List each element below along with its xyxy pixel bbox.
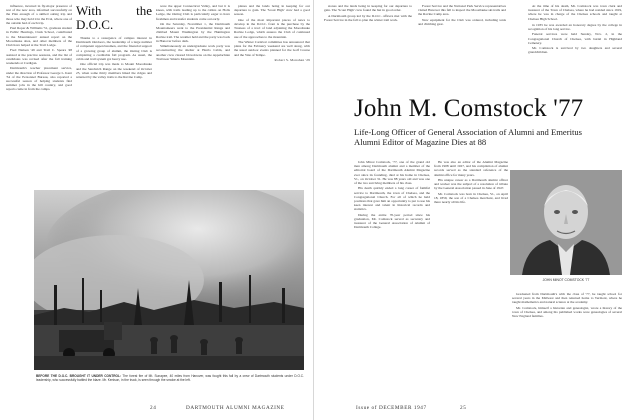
portrait-icon [510, 170, 622, 275]
paragraph: John Minot Comstock, '77, one of the grand old men among Dartmouth alumni and a member of the editorial board of the Dartmouth Alumni Magazine ever since its founding, died at his home in Chelsea, Vt., on October 31. He was 88 years old and was one of the two surviving members of his class. [354, 160, 430, 186]
paragraph: were the upper Connecticut Valley, and but it is knees, with trails leading up to the cabins on Holts Ledge, the Outing Club is particularly eager to have freshmen and transfer students come out early. [156, 4, 230, 21]
paragraph: His unique career as a Dartmouth alumni officer and worker was the subject of a resolution of tribute by the General Association passed in June of 1947. [434, 178, 508, 191]
paragraph: Forest Service and the National Park Service representatives visited Hanover this fall to inspect the Moosilauke ski trails and the Ravine Camp area. [418, 4, 506, 17]
article-column-1 [354, 160, 430, 400]
right-top-column-2 [418, 4, 506, 90]
article-column-3 [512, 292, 622, 400]
photo-caption-lead: BEFORE THE D.O.C. BROUGHT IT UNDER CONTROL: [36, 374, 122, 378]
paragraph: Graduated from Dartmouth's with the class of '77, he taught school for several years in the Midwest and then returned home to Vermont, where he taught mathematics and natural science at the academy. [512, 292, 622, 305]
right-top-column-1 [324, 4, 412, 90]
right-page-number: 25 [460, 405, 467, 411]
article-deck: Life-Long Officer of General Association of Alumni and Emeritus Alumni Editor of Magazine Dies at 88 [354, 127, 582, 147]
left-column-2 [76, 4, 152, 184]
right-footer: Issue of DECEMBER 1947 [356, 405, 427, 411]
paragraph: During the entire 70-year period since his graduation, Mr. Comstock served as secretary and treasurer of the General Association of Alumni of Dartmouth College. [354, 212, 430, 230]
paragraph: On the Saturday, November 1, the Dartmouth Mountaineers went to the Presidential Range and climbed Mount Washington by the Huntington Ravine trail. The weather held and the party was back in Hanover before dark. [156, 22, 230, 43]
signature: Robert S. Monahan '29 [274, 58, 310, 62]
paragraph: New equipment for the Club was ordered, including tents and climbing gear. [418, 17, 506, 26]
paragraph: At the time of his death, Mr. Comstock was town clerk and treasurer of the Town of Chelsea, where he had resided since 1919, where he was in charge of the Chelsea schools and taught at Chelsea High School. [528, 4, 622, 21]
paragraph: Mr. Comstock was born in Chelsea, Vt., on April 18, 1859, the son of a Chelsea merchant, and lived there nearly all his life. [434, 191, 508, 205]
paragraph: stones and the lands being in keeping for our departure to gain. The 'Scout High' crew found the hut in good order. [324, 4, 412, 13]
portrait-caption: JOHN MINOT COMSTOCK '77 [542, 278, 590, 282]
photo-caption-text: The forest fire of Mt. Sunapee, 40 miles from Hanover, was fought this fall by a crew of Dartmouth students under D.O.C. leadership, who successfully battled the blaze. Mr. Kenison, in the truck, is seen through the smoke at the left. [36, 374, 304, 382]
paragraph: One official trip was made to Mount Moosilauke and the Sandwich Range on the weekend of October 25, when some thirty members hiked the ridges and returned by the valley trails to the Ravine Camp. [76, 62, 152, 80]
paragraph: Thanks to a resurgence of campus interest in Dartmouth Outdoors, the leadership of a large number of competent upperclassmen, and the financial support of a growing group of alumni, the Outing Club is completing a creditable fall program. As usual, the cabin and trail system got heavy use. [76, 36, 152, 62]
article-column-2 [434, 160, 508, 400]
left-footer: DARTMOUTH ALUMNI MAGAZINE [186, 405, 285, 411]
left-page-number: 24 [150, 405, 157, 411]
paragraph: The Winter Carnival committee has announced that plans for the February weekend are well along, with the usual outdoor events planned for the Golf Course and the Vale of Tempe. [234, 40, 310, 57]
forest-fire-photo [34, 190, 304, 370]
paragraph: A Dartmouth group led by the D.O.C. officers met with the Forest Service in the fall to plan the winter trail work. [324, 13, 412, 22]
left-column-4 [234, 4, 310, 184]
paragraph: Mr. Comstock is survived by two daughters and several grandchildren. [528, 46, 622, 55]
paragraph: in 1935 he was awarded an honorary degree by the college in recognition of his long service. [528, 22, 622, 32]
article-headline: John M. Comstock '77 [354, 95, 584, 122]
paragraph: Dartmouth's teacher placement service, under the direction of Professor George L. Kent '34 of the Personnel Bureau, also reported a successful season of helping students find summer jobs in the hill country, and good reports came in from the camps. [6, 66, 72, 92]
paragraph: Mr. Comstock, himself a historian and genealogist, wrote a history of the town of Chelsea, and among his published works were genealogies of several New England families. [512, 305, 622, 319]
paragraph: influence, incurred in fly-major presence of rest of the new area, informed successfully on the Plan enough of a skilled outing trip and those who may hold it in the Eval, where one of the outside had of each trip. [6, 4, 72, 25]
paragraph: Fred Nielsen '49 and Trail C. Spears '48 assisted at the practice sessions, and the list of candidates was revised after the fall training weekends at Cardigan. [6, 48, 72, 66]
portrait-photo [510, 170, 622, 275]
paragraph: His death quickly ended a long career of faithful service to Dartmouth, the town of Chelsea, and the Congregational Church. For all of which he held positions that gave him an opportunity to put to use his keen interest and talent in historical records and statistics. [354, 186, 430, 212]
paragraph: Paul Roper & Williams '51, graduate student in Public Hearings, Clark School, contributed to the Mountaineers' annual report on the Moosilauke sites, and other members of the Club have helped at the Trail Lodge. [6, 26, 72, 48]
paragraph: Funeral services were held Sunday, Nov. 2, in the Congregational Church of Chelsea, with burial in Highland Cemetery. [528, 32, 622, 45]
paragraph: He was also an editor of the Alumni Magazine from 1908 until 1927, and his compilation of alumni records served as the standard reference of the alumni office for many years. [434, 160, 508, 177]
paragraph: Simultaneously an undergraduate work party was reconstructing the shelter at Harris Cabin, and another crew cleared blowdowns on the Appalachian Trail near Smarts Mountain. [156, 44, 230, 61]
photo-caption [36, 374, 304, 382]
section-title: With the D.O.C. [76, 4, 152, 32]
left-column-1 [6, 4, 72, 184]
paragraph: planes and the lands being in keeping for our departure to gain. The 'Scout High' crew had a good season. [234, 4, 310, 17]
left-column-3 [156, 4, 230, 184]
paragraph: One of the most important pieces of news to develop in the D.O.C. front is the purchase by the Trustees of a tract of land adjoining the Moosilauke Ravine Lodge, which assures the Club of continued use of the approaches to the mountain. [234, 17, 310, 39]
